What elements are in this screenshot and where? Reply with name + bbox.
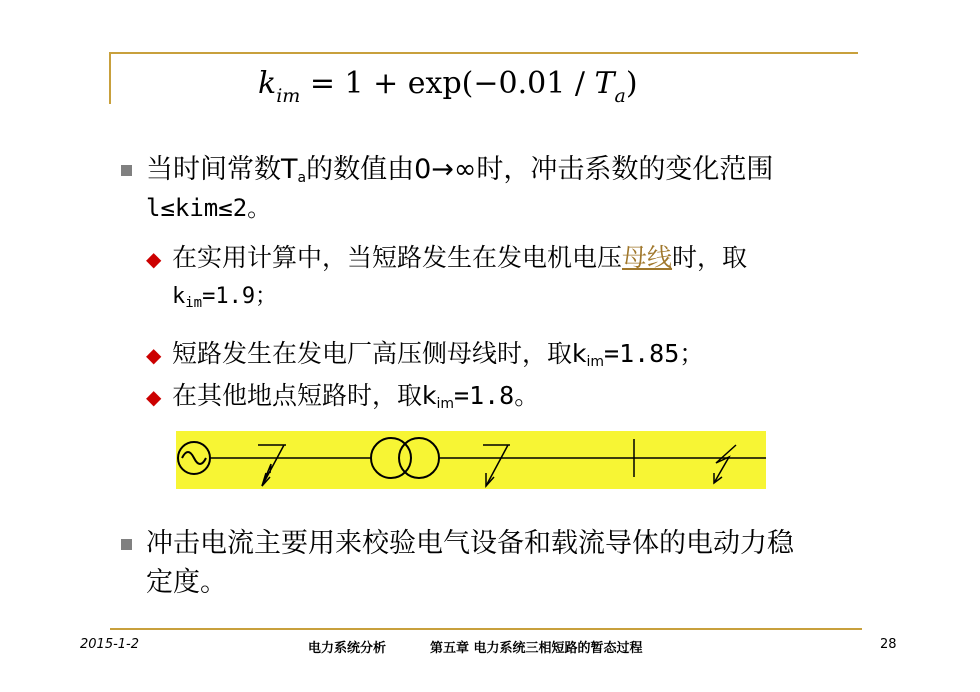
diamond-bullet-icon: ◆ [146,247,162,271]
transformer-winding-icon [399,438,439,478]
sub2-text: 短路发生在发电厂高压侧母线时，取k [172,339,587,368]
sub1-value: =1.9； [202,284,278,309]
square-bullet-icon [121,539,132,550]
footer-page-number: 28 [880,637,897,652]
header-rule-left [109,52,111,104]
diamond-bullet-icon: ◆ [146,343,162,367]
sine-wave-icon [182,452,206,464]
sub1-text-b: 时，取 [672,243,748,272]
bullet1-text-b: 的数值由0→∞时，冲击系数的变化范围 [306,154,774,185]
footer-course-title: 电力系统分析 [308,641,387,656]
sub3-text: 在其他地点短路时，取k [172,381,437,410]
sub-bullet-1-line2 [172,280,277,316]
bullet1-text-a: 当时间常数T [146,154,298,185]
sub3-subscript: im [436,396,455,412]
fault-arrow-icon [483,445,510,486]
footer-rule [110,628,862,630]
bullet2-line2: 定度。 [146,567,227,598]
sub3-value: =1.8。 [454,381,540,410]
formula-k-subscript: im [276,85,301,107]
circuit-diagram-svg [176,431,766,489]
bullet1-line1 [146,152,773,192]
sub1-subscript: im [185,295,203,311]
formula-t-subscript: a [614,85,626,107]
sub-bullet-1 [172,241,747,275]
sub2-value: =1.85； [604,339,705,368]
kim-formula [258,66,638,122]
header-rule [109,52,858,54]
sub-bullet-2 [172,337,704,375]
formula-close: ) [625,66,638,101]
bullet1-line2: l≤kim≤2。 [146,194,272,222]
formula-body: = 1 + exp(−0.01 / [300,66,595,101]
sub1-text-a: 在实用计算中，当短路发生在发电机电压 [172,243,623,272]
formula-k: k [258,66,277,101]
diamond-bullet-icon: ◆ [146,385,162,409]
sub-bullet-3 [172,379,539,417]
bus-link[interactable]: 母线 [622,243,673,272]
sub2-subscript: im [586,354,605,370]
bullet2-line1: 冲击电流主要用来校验电气设备和载流导体的电动力稳 [146,528,794,559]
footer-chapter: 第五章 电力系统三相短路的暂态过程 [430,641,643,656]
circuit-diagram [176,431,766,489]
fault-arrow-icon [714,445,736,483]
bullet1-subscript: a [297,170,307,186]
fault-arrow-icon [258,445,286,486]
formula-t: T [594,66,615,101]
arrowhead-icon [714,473,722,483]
square-bullet-icon [121,165,132,176]
footer-date: 2015-1-2 [80,637,140,652]
sub1-k: k [172,284,186,309]
